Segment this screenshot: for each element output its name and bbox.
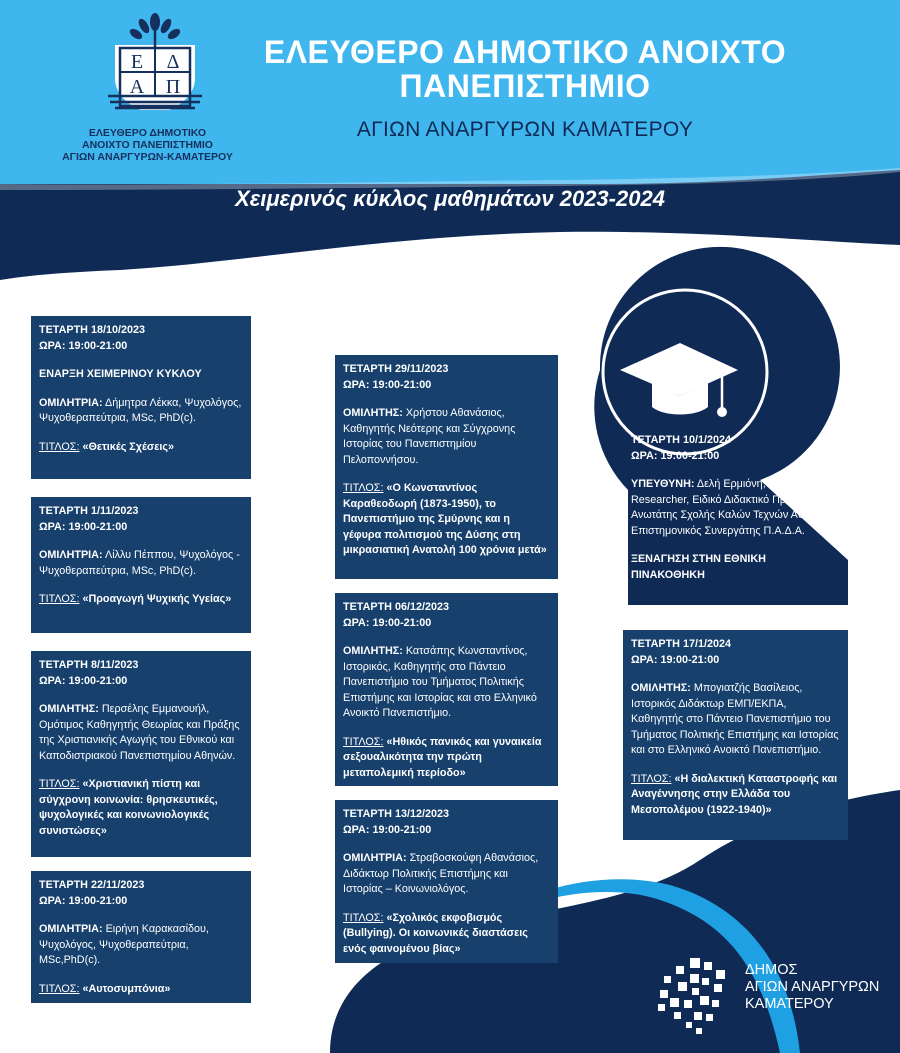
speaker-text: Κατσάπης Κωνσταντίνος, Ιστορικός, Καθηγητής στο Πάντειο Πανεπιστήμιο του Τμήματος Πολιτικής Επιστήμης και Ιστορίας και στο Ελληνικό Ανοικτό Πανεπιστήμιο. bbox=[343, 645, 537, 719]
speaker-label: ΟΜΙΛΗΤΗΣ: bbox=[39, 703, 99, 715]
title-label: ΤΙΤΛΟΣ: bbox=[343, 482, 384, 494]
session-speaker bbox=[39, 548, 243, 579]
speaker-text: Στραβοσκούφη Αθανάσιος, Διδάκτωρ Πολιτικής Επιστήμης και Ιστορίας – Κοινωνιολόγος. bbox=[343, 852, 539, 895]
title-label: ΤΙΤΛΟΣ: bbox=[39, 440, 80, 453]
speaker-text: Χρήστου Αθανάσιος, Καθηγητής Νεότερης και Σύγχρονης Ιστορίας του Πανεπιστημίου Πελοποννήσου. bbox=[343, 407, 516, 466]
title-text: «Προαγωγή Ψυχικής Υγείας» bbox=[82, 593, 232, 605]
title-text: «Η διαλεκτική Καταστροφής και Αναγέννησης στην Ελλάδα του Μεσοπολέμου (1922-1940)» bbox=[631, 772, 838, 816]
header-subtitle: ΑΓΙΩΝ ΑΝΑΡΓΥΡΩΝ ΚΑΜΑΤΕΡΟΥ bbox=[356, 118, 694, 141]
title-label: ΤΙΤΛΟΣ: bbox=[343, 911, 384, 924]
session-card bbox=[31, 651, 251, 857]
municipality-logo-cell bbox=[706, 1014, 713, 1021]
speaker-label: ΟΜΙΛΗΤΡΙΑ: bbox=[39, 923, 103, 935]
municipality-logo-cell bbox=[714, 984, 722, 992]
session-title bbox=[39, 982, 243, 998]
municipality-logo-cell bbox=[686, 1022, 692, 1028]
logo-caption bbox=[60, 127, 235, 163]
logo-letter-1: Ε bbox=[130, 51, 144, 73]
title-text: «Θετικές Σχέσεις» bbox=[82, 440, 174, 453]
speaker-label: ΟΜΙΛΗΤΗΣ: bbox=[631, 682, 691, 694]
logo-letter-4: Π bbox=[165, 76, 181, 98]
session-time: ΩΡΑ: 19:00-21:00 bbox=[631, 449, 720, 462]
logo-caption-line: ΕΛΕΥΘΕΡΟ ΔΗΜΟΤΙΚΟ bbox=[88, 127, 207, 139]
municipality-logo-cell bbox=[694, 1012, 702, 1020]
session-date: ΤΕΤΑΡΤΗ 17/1/2024 bbox=[631, 638, 732, 650]
municipality-logo-cell bbox=[716, 970, 725, 979]
session-speaker bbox=[343, 851, 550, 898]
session-speaker bbox=[39, 396, 243, 427]
logo-letter-3: Α bbox=[129, 76, 145, 98]
municipality-logo-cell bbox=[702, 978, 709, 985]
speaker-text: Δήμητρα Λέκκα, Ψυχολόγος, Ψυχοθεραπεύτρια, MSc, PhD(c). bbox=[39, 396, 242, 424]
title-label: ΤΙΤΛΟΣ: bbox=[39, 593, 80, 605]
session-card bbox=[31, 316, 251, 479]
title-text: «Αυτοσυμπόνια» bbox=[82, 982, 171, 995]
municipality-logo-cell bbox=[678, 982, 687, 991]
header-title-line1: ΕΛΕΥΘΕΡΟ ΔΗΜΟΤΙΚΟ ΑΝΟΙΧΤΟ bbox=[263, 34, 787, 70]
session-time: ΩΡΑ: 19:00-21:00 bbox=[39, 674, 128, 687]
session-time: ΩΡΑ: 19:00-21:00 bbox=[39, 520, 128, 533]
speaker-text: Περσέλης Εμμανουήλ, Ομότιμος Καθηγητής Θεωρίας και Πράξης της Χριστιανικής Αγωγής του Εθνικού και Καποδιστριακού Πανεπιστημίου Αθηνών. bbox=[39, 703, 240, 762]
session-note: ΕΝΑΡΞΗ ΧΕΙΜΕΡΙΝΟΥ ΚΥΚΛΟΥ bbox=[39, 368, 202, 380]
logo-caption-line: ΑΓΙΩΝ ΑΝΑΡΓΥΡΩΝ-ΚΑΜΑΤΕΡΟΥ bbox=[62, 151, 233, 163]
session-speaker bbox=[343, 406, 550, 468]
speaker-label: ΟΜΙΛΗΤΡΙΑ: bbox=[343, 852, 407, 864]
session-title bbox=[39, 440, 243, 456]
municipality-logo-cell bbox=[712, 1000, 719, 1007]
title-text: «Ηθικός πανικός και γυναικεία σεξουαλικότητα την πρώτη μεταπολεμική περίοδο» bbox=[343, 735, 542, 779]
session-date: ΤΕΤΑΡΤΗ 22/11/2023 bbox=[39, 879, 145, 891]
session-card bbox=[31, 871, 251, 1003]
session-card bbox=[623, 630, 848, 840]
session-speaker bbox=[343, 644, 550, 722]
logo-letter-2: Δ bbox=[166, 51, 180, 73]
municipality-line: ΑΓΙΩΝ ΑΝΑΡΓΥΡΩΝ bbox=[745, 979, 880, 995]
municipality-logo-cell bbox=[660, 990, 668, 998]
session-time: ΩΡΑ: 19:00-21:00 bbox=[39, 894, 128, 907]
session-date: ΤΕΤΑΡΤΗ 1/11/2023 bbox=[39, 505, 139, 517]
header-title-line2: ΠΑΝΕΠΙΣΤΗΜΙΟ bbox=[399, 68, 651, 104]
title-text: «Σχολικός εκφοβισμός (Bullying). Οι κοινωνικές διαστάσεις ενός φαινομένου βίας» bbox=[343, 911, 528, 955]
municipality-name bbox=[745, 962, 879, 1013]
session-date: ΤΕΤΑΡΤΗ 10/1/2024 bbox=[631, 434, 732, 446]
session-card bbox=[335, 800, 558, 963]
session-title bbox=[343, 911, 550, 958]
title-label: ΤΙΤΛΟΣ: bbox=[39, 778, 80, 790]
speaker-label: ΟΜΙΛΗΤΡΙΑ: bbox=[39, 549, 103, 561]
session-date: ΤΕΤΑΡΤΗ 13/12/2023 bbox=[343, 808, 450, 820]
session-time: ΩΡΑ: 19:00-21:00 bbox=[39, 339, 128, 352]
session-card bbox=[623, 426, 848, 604]
session-date: ΤΕΤΑΡΤΗ 29/11/2023 bbox=[343, 363, 449, 375]
municipality-logo-cell bbox=[676, 966, 684, 974]
session-time: ΩΡΑ: 19:00-21:00 bbox=[343, 378, 432, 391]
municipality-logo-cell bbox=[692, 988, 699, 995]
speaker-text: Λίλλυ Πέππου, Ψυχολόγος - Ψυχοθεραπεύτρια, MSc, PhD(c). bbox=[39, 549, 240, 577]
municipality-logo-cell bbox=[664, 976, 671, 983]
banner-title: Χειμερινός κύκλος μαθημάτων 2023-2024 bbox=[235, 186, 665, 211]
title-label: ΤΙΤΛΟΣ: bbox=[631, 772, 672, 785]
municipality-logo-cell bbox=[684, 1000, 692, 1008]
title-text: «Χριστιανική πίστη και σύγχρονη κοινωνία: θρησκευτικές, ψυχολογικές και κοινωνιολογικές συνιστώσες» bbox=[39, 778, 218, 837]
speaker-label: ΥΠΕΥΘΥΝΗ: bbox=[631, 478, 695, 490]
municipality-logo-cell bbox=[700, 996, 709, 1005]
speaker-text: Ειρήνη Καρακασίδου, Ψυχολόγος, Ψυχοθεραπεύτρια, MSc,PhD(c). bbox=[39, 923, 209, 966]
session-date: ΤΕΤΑΡΤΗ 18/10/2023 bbox=[39, 324, 146, 336]
logo-caption-line: ΑΝΟΙΧΤΟ ΠΑΝΕΠΙΣΤΗΜΙΟ bbox=[82, 139, 213, 151]
session-time: ΩΡΑ: 19:00-21:00 bbox=[343, 823, 432, 836]
session-speaker bbox=[631, 681, 840, 759]
session-speaker bbox=[39, 702, 243, 764]
municipality-logo-cell bbox=[696, 1028, 702, 1034]
title-label: ΤΙΤΛΟΣ: bbox=[343, 735, 384, 748]
session-title bbox=[39, 592, 243, 608]
municipality-logo-cell bbox=[658, 1004, 665, 1011]
title-label: ΤΙΤΛΟΣ: bbox=[39, 982, 80, 995]
session-title bbox=[39, 777, 243, 839]
session-card bbox=[335, 593, 558, 786]
speaker-label: ΟΜΙΛΗΤΗΣ: bbox=[343, 407, 403, 419]
session-card bbox=[31, 497, 251, 633]
speaker-text: Δελή Ερμιόνη, PhD, Post Doc Researcher, Ειδικό Διδακτικό Προσωπικό Ανωτάτης Σχολής Καλών Τεχνών Αθηνών, Επιστημονικός Συνεργάτης Π.Α.Δ.Α. bbox=[631, 478, 840, 537]
municipality-logo-cell bbox=[690, 958, 700, 968]
speaker-text: Μπογιατζής Βασίλειος, Ιστορικός Διδάκτωρ ΕΜΠ/ΕΚΠΑ, Καθηγητής στο Πάντειο Πανεπιστήμιο του Τμήματος Πολιτικής Επιστήμης και Ιστορίας και στο Ελληνικό Ανοικτό Πανεπιστήμιο. bbox=[631, 682, 839, 756]
session-title bbox=[343, 481, 550, 559]
session-card bbox=[335, 355, 558, 579]
municipality-logo-cell bbox=[690, 974, 699, 983]
session-date: ΤΕΤΑΡΤΗ 8/11/2023 bbox=[39, 659, 139, 671]
municipality-logo-cell bbox=[670, 998, 679, 1007]
session-time: ΩΡΑ: 19:00-21:00 bbox=[631, 653, 720, 666]
municipality-line: ΔΗΜΟΣ bbox=[745, 962, 798, 978]
speaker-label: ΟΜΙΛΗΤΡΙΑ: bbox=[39, 396, 103, 409]
title-text: «Ο Κωνσταντίνος Καραθεοδωρή (1873-1950), το Πανεπιστήμιο της Σμύρνης και η γέφυρα πολιτισμού της Δύσης στη μικρασιατική Ανατολή 100 χρόνια μετά» bbox=[343, 482, 547, 556]
speaker-label: ΟΜΙΛΗΤΗΣ: bbox=[343, 645, 403, 657]
session-time: ΩΡΑ: 19:00-21:00 bbox=[343, 616, 432, 629]
municipality-line: ΚΑΜΑΤΕΡΟΥ bbox=[745, 996, 834, 1012]
session-speaker bbox=[631, 477, 840, 539]
session-date: ΤΕΤΑΡΤΗ 06/12/2023 bbox=[343, 601, 450, 613]
municipality-logo-cell bbox=[674, 1012, 681, 1019]
municipality-logo-cell bbox=[704, 962, 712, 970]
session-speaker bbox=[39, 922, 243, 969]
session-title bbox=[343, 735, 550, 782]
session-note: ΞΕΝΑΓΗΣΗ ΣΤΗΝ ΕΘΝΙΚΗ ΠΙΝΑΚΟΘΗΚΗ bbox=[631, 553, 766, 581]
session-title bbox=[631, 772, 840, 819]
